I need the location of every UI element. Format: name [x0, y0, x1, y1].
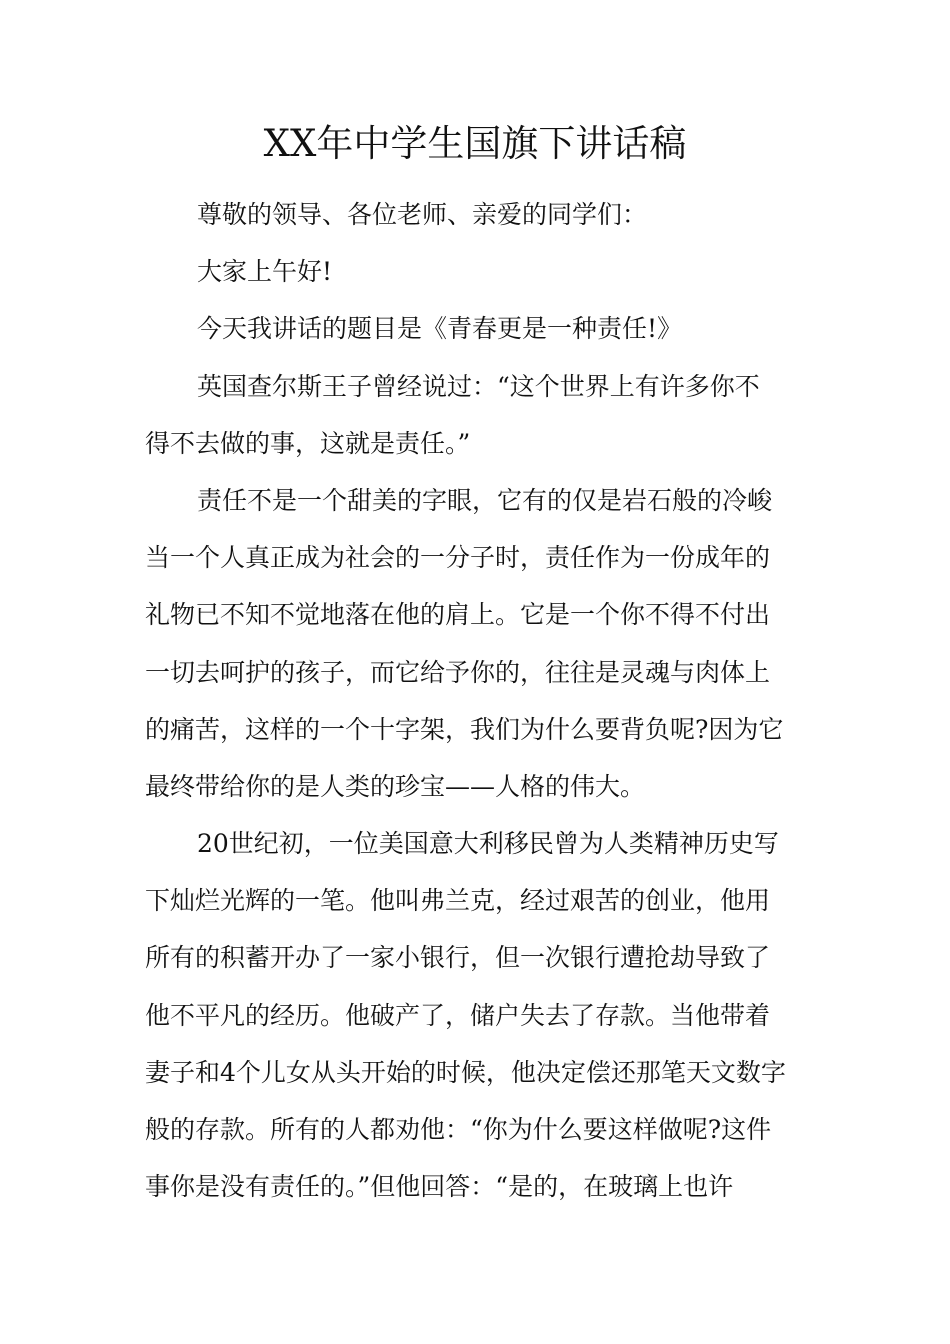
text-line: 的痛苦，这样的一个十字架，我们为什么要背负呢?因为它: [145, 714, 784, 744]
text-line: 妻子和4个儿女从头开始的时候，他决定偿还那笔天文数字: [145, 1057, 786, 1087]
document-body: [145, 186, 805, 1215]
text-line: 最终带给你的是人类的珍宝——人格的伟大。: [145, 771, 646, 801]
text-line: 他不平凡的经历。他破产了，储户失去了存款。当他带着: [145, 1000, 771, 1030]
document-title: XX年中学生国旗下讲话稿: [263, 122, 687, 165]
text-line: 尊敬的领导、各位老师、亲爱的同学们：: [197, 200, 648, 229]
text-line: 礼物已不知不觉地落在他的肩上。它是一个你不得不付出: [145, 600, 771, 630]
text-line: 下灿烂光辉的一笔。他叫弗兰克，经过艰苦的创业，他用: [145, 886, 771, 916]
text-line: 般的存款。所有的人都劝他：“你为什么要这样做呢?这件: [145, 1115, 772, 1144]
text-line: 责任不是一个甜美的字眼，它有的仅是岩石般的冷峻: [197, 485, 773, 515]
text-line: 今天我讲话的题目是《青春更是一种责任!》: [197, 314, 683, 344]
text-line: 英国查尔斯王子曾经说过：“这个世界上有许多你不: [197, 371, 760, 401]
text-line: 大家上午好!: [197, 257, 333, 287]
text-line: 20世纪初，一位美国意大利移民曾为人类精神历史写: [197, 829, 779, 859]
text-line: 所有的积蓄开办了一家小银行，但一次银行遭抢劫导致了: [145, 943, 771, 973]
text-line: 一切去呵护的孩子，而它给予你的，往往是灵魂与肉体上: [145, 657, 771, 687]
text-line: 得不去做的事，这就是责任。”: [145, 428, 471, 458]
text-line: 事你是没有责任的。”但他回答：“是的，在玻璃上也许: [145, 1172, 734, 1202]
text-line: 当一个人真正成为社会的一分子时，责任作为一份成年的: [145, 543, 771, 573]
